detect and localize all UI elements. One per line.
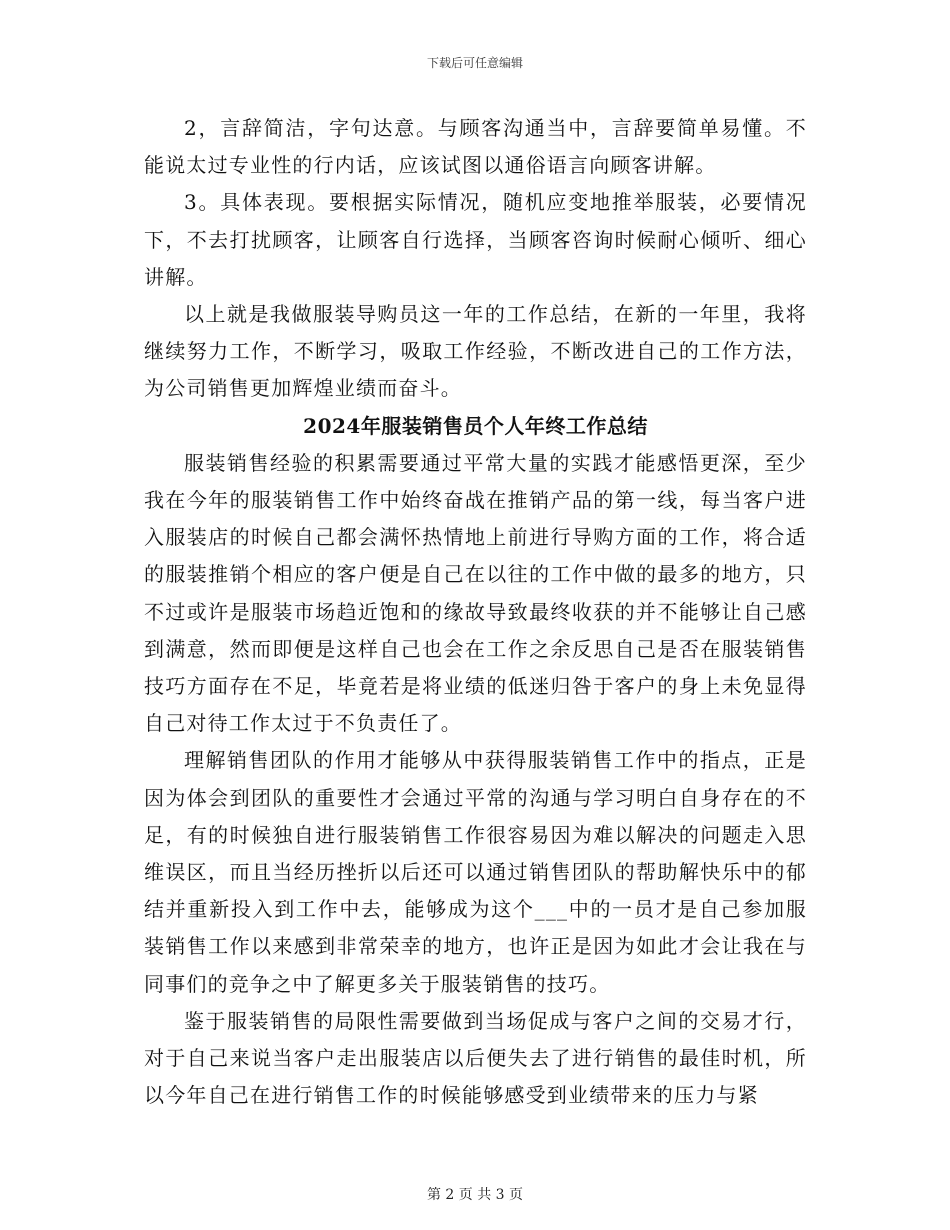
page-header: 下载后可任意编辑 <box>426 56 523 70</box>
paragraph: 鉴于服装销售的局限性需要做到当场促成与客户之间的交易才行，对于自己来说当客户走出服装店以后便失去了进行销售的最佳时机，所以今年自己在进行销售工作的时候能够感受到业绩带来的压力与紧 <box>144 1008 807 1108</box>
page-footer: 第 2 页 共 3 页 <box>426 1187 524 1203</box>
document-body <box>144 110 807 1114</box>
paragraph: 以上就是我做服装导购员这一年的工作总结，在新的一年里，我将继续努力工作，不断学习，吸取工作经验，不断改进自己的工作方法，为公司销售更加辉煌业绩而奋斗。 <box>144 302 807 401</box>
paragraph: 2，言辞简洁，字句达意。与顾客沟通当中，言辞要简单易懂。不能说太过专业性的行内话，应该试图以通俗语言向顾客讲解。 <box>144 116 807 178</box>
section-title: 2024年服装销售员个人年终工作总结 <box>303 413 648 438</box>
paragraph: 3。具体表现。要根据实际情况，随机应变地推举服装，必要情况下，不去打扰顾客，让顾客自行选择，当顾客咨询时候耐心倾听、细心讲解。 <box>144 190 807 289</box>
paragraph: 服装销售经验的积累需要通过平常大量的实践才能感悟更深，至少我在今年的服装销售工作中始终奋战在推销产品的第一线，每当客户进入服装店的时候自己都会满怀热情地上前进行导购方面的工作，将合适的服装推销个相应的客户便是自己在以往的工作中做的最多的地方，只不过或许是服装市场趋近饱和的缘故导致最终收获的并不能够让自己感到满意，然而即便是这样自己也会在工作之余反思自己是否在服装销售技巧方面存在不足，毕竟若是将业绩的低迷归咎于客户的身上未免显得自己对待工作太过于不负责任了。 <box>144 450 807 736</box>
paragraph: 理解销售团队的作用才能够从中获得服装销售工作中的指点，正是因为体会到团队的重要性才会通过平常的沟通与学习明白自身存在的不足，有的时候独自进行服装销售工作很容易因为难以解决的问题走入思维误区，而且当经历挫折以后还可以通过销售团队的帮助解快乐中的郁结并重新投入到工作中去，能够成为这个___中的一员才是自己参加服装销售工作以来感到非常荣幸的地方，也许正是因为如此才会让我在与同事们的竞争之中了解更多关于服装销售的技巧。 <box>144 748 807 996</box>
